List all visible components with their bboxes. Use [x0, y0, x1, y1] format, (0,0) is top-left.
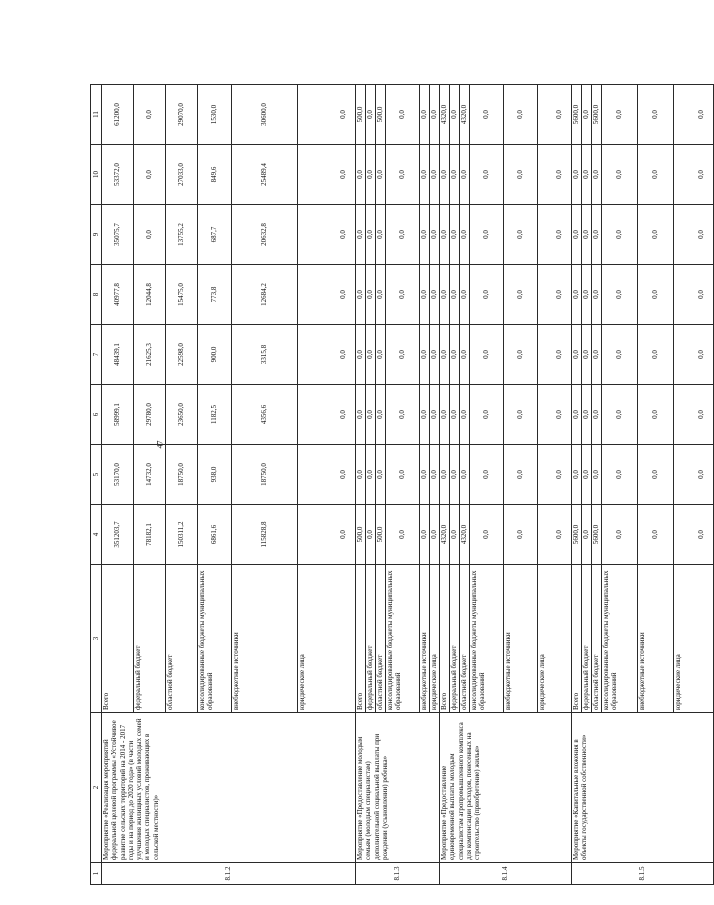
funding-source: внебюджетные источники [638, 565, 674, 713]
header-cell: 10 [91, 145, 102, 205]
value-cell: 0,0 [504, 205, 538, 265]
value-cell: 0,0 [430, 325, 440, 385]
value-cell: 0,0 [460, 325, 470, 385]
header-cell: 3 [91, 565, 102, 713]
budget-table [90, 84, 714, 885]
value-cell: 0,0 [420, 445, 430, 505]
section-code: 8.1.3 [356, 863, 440, 885]
value-cell: 0,0 [430, 145, 440, 205]
value-cell: 0,0 [460, 205, 470, 265]
funding-source: федеральный бюджет [366, 565, 376, 713]
value-cell: 0,0 [420, 505, 430, 565]
value-cell: 0,0 [538, 385, 572, 445]
value-cell: 0,0 [430, 265, 440, 325]
value-cell: 0,0 [376, 445, 386, 505]
funding-source: Всего [572, 565, 582, 713]
funding-source: внебюджетные источники [504, 565, 538, 713]
value-cell: 5600,0 [592, 85, 602, 145]
value-cell: 0,0 [440, 145, 450, 205]
funding-source: областной бюджет [460, 565, 470, 713]
funding-source: консолидированные бюджеты муниципальных образований [386, 565, 420, 713]
value-cell: 0,0 [356, 205, 366, 265]
value-cell: 4320,0 [440, 85, 450, 145]
value-cell: 22598,0 [166, 325, 198, 385]
table-body [91, 85, 714, 885]
value-cell: 29070,0 [166, 85, 198, 145]
header-cell: 6 [91, 385, 102, 445]
value-cell: 21625,3 [134, 325, 166, 385]
value-cell: 0,0 [638, 445, 674, 505]
value-cell: 0,0 [450, 85, 460, 145]
value-cell: 0,0 [420, 205, 430, 265]
value-cell: 0,0 [602, 325, 638, 385]
value-cell: 0,0 [376, 385, 386, 445]
value-cell: 0,0 [470, 325, 504, 385]
value-cell: 0,0 [538, 325, 572, 385]
funding-source: внебюджетные источники [232, 565, 298, 713]
value-cell: 0,0 [386, 85, 420, 145]
value-cell: 0,0 [450, 265, 460, 325]
value-cell: 1530,0 [198, 85, 232, 145]
funding-source: консолидированные бюджеты муниципальных образований [602, 565, 638, 713]
table-row [102, 85, 134, 885]
value-cell: 0,0 [538, 85, 572, 145]
value-cell: 0,0 [298, 325, 356, 385]
header-cell: 4 [91, 505, 102, 565]
value-cell: 0,0 [538, 145, 572, 205]
funding-source: юридические лица [538, 565, 572, 713]
value-cell: 0,0 [592, 325, 602, 385]
value-cell: 18750,0 [232, 445, 298, 505]
value-cell: 0,0 [134, 145, 166, 205]
value-cell: 6861,6 [198, 505, 232, 565]
value-cell: 0,0 [572, 265, 582, 325]
value-cell: 0,0 [366, 505, 376, 565]
section-code: 8.1.2 [102, 863, 356, 885]
value-cell: 0,0 [674, 445, 714, 505]
value-cell: 29780,0 [134, 385, 166, 445]
value-cell: 0,0 [376, 145, 386, 205]
section-name: Мероприятие «Предоставление молодым семьям (молодым специалистам) дополнительной социальной выплаты при рождении (усыновлении) ребенка» [356, 713, 440, 863]
table-row [440, 85, 450, 885]
funding-source: федеральный бюджет [582, 565, 592, 713]
funding-source: юридические лица [298, 565, 356, 713]
value-cell: 0,0 [592, 145, 602, 205]
funding-source: областной бюджет [592, 565, 602, 713]
value-cell: 0,0 [356, 385, 366, 445]
value-cell: 0,0 [386, 145, 420, 205]
value-cell: 0,0 [582, 385, 592, 445]
value-cell: 0,0 [470, 145, 504, 205]
value-cell: 0,0 [298, 145, 356, 205]
value-cell: 0,0 [134, 85, 166, 145]
value-cell: 0,0 [638, 85, 674, 145]
value-cell: 0,0 [440, 385, 450, 445]
value-cell: 13755,2 [166, 205, 198, 265]
value-cell: 0,0 [420, 325, 430, 385]
value-cell: 0,0 [504, 145, 538, 205]
funding-source: Всего [356, 565, 366, 713]
value-cell: 0,0 [430, 205, 440, 265]
value-cell: 500,0 [376, 505, 386, 565]
value-cell: 18750,0 [166, 445, 198, 505]
value-cell: 0,0 [602, 145, 638, 205]
value-cell: 0,0 [638, 145, 674, 205]
value-cell: 0,0 [638, 385, 674, 445]
value-cell: 0,0 [440, 205, 450, 265]
section-code: 8.1.5 [572, 863, 714, 885]
value-cell: 0,0 [592, 385, 602, 445]
header-cell: 5 [91, 445, 102, 505]
value-cell: 0,0 [460, 265, 470, 325]
table-row [356, 85, 366, 885]
value-cell: 30600,0 [232, 85, 298, 145]
value-cell: 0,0 [674, 385, 714, 445]
value-cell: 0,0 [582, 265, 592, 325]
value-cell: 0,0 [602, 385, 638, 445]
value-cell: 0,0 [602, 445, 638, 505]
funding-source: федеральный бюджет [450, 565, 460, 713]
value-cell: 4320,0 [460, 505, 470, 565]
value-cell: 0,0 [430, 445, 440, 505]
value-cell: 0,0 [572, 325, 582, 385]
header-cell: 7 [91, 325, 102, 385]
value-cell: 0,0 [386, 505, 420, 565]
value-cell: 53170,0 [102, 445, 134, 505]
value-cell: 0,0 [602, 265, 638, 325]
value-cell: 0,0 [572, 205, 582, 265]
value-cell: 0,0 [538, 505, 572, 565]
value-cell: 0,0 [450, 505, 460, 565]
value-cell: 0,0 [470, 85, 504, 145]
value-cell: 0,0 [430, 505, 440, 565]
value-cell: 0,0 [440, 325, 450, 385]
value-cell: 0,0 [450, 385, 460, 445]
value-cell: 0,0 [592, 445, 602, 505]
header-row [91, 85, 102, 885]
value-cell: 0,0 [504, 85, 538, 145]
value-cell: 1182,5 [198, 385, 232, 445]
value-cell: 0,0 [356, 325, 366, 385]
value-cell: 0,0 [674, 265, 714, 325]
header-cell: 2 [91, 713, 102, 863]
value-cell: 687,7 [198, 205, 232, 265]
value-cell: 4320,0 [440, 505, 450, 565]
value-cell: 5600,0 [572, 505, 582, 565]
value-cell: 0,0 [460, 145, 470, 205]
value-cell: 0,0 [470, 265, 504, 325]
funding-source: юридические лица [430, 565, 440, 713]
value-cell: 849,6 [198, 145, 232, 205]
value-cell: 773,8 [198, 265, 232, 325]
page-number: 47 [155, 440, 165, 449]
value-cell: 0,0 [450, 445, 460, 505]
value-cell: 0,0 [538, 445, 572, 505]
table-row [572, 85, 582, 885]
value-cell: 0,0 [638, 265, 674, 325]
value-cell: 0,0 [470, 505, 504, 565]
value-cell: 0,0 [430, 385, 440, 445]
value-cell: 0,0 [366, 325, 376, 385]
value-cell: 0,0 [582, 205, 592, 265]
value-cell: 3315,8 [232, 325, 298, 385]
value-cell: 0,0 [538, 265, 572, 325]
header-cell: 11 [91, 85, 102, 145]
value-cell: 0,0 [582, 85, 592, 145]
value-cell: 4356,6 [232, 385, 298, 445]
value-cell: 12684,2 [232, 265, 298, 325]
value-cell: 0,0 [430, 85, 440, 145]
value-cell: 0,0 [460, 445, 470, 505]
value-cell: 0,0 [366, 265, 376, 325]
value-cell: 0,0 [298, 205, 356, 265]
value-cell: 0,0 [504, 445, 538, 505]
value-cell: 0,0 [366, 205, 376, 265]
value-cell: 5600,0 [572, 85, 582, 145]
value-cell: 0,0 [298, 385, 356, 445]
value-cell: 0,0 [504, 325, 538, 385]
value-cell: 0,0 [638, 325, 674, 385]
value-cell: 0,0 [470, 445, 504, 505]
value-cell: 0,0 [674, 205, 714, 265]
value-cell: 58999,1 [102, 385, 134, 445]
value-cell: 351203,7 [102, 505, 134, 565]
value-cell: 0,0 [460, 385, 470, 445]
funding-source: консолидированные бюджеты муниципальных образований [470, 565, 504, 713]
value-cell: 0,0 [298, 505, 356, 565]
value-cell: 0,0 [450, 205, 460, 265]
value-cell: 0,0 [582, 145, 592, 205]
value-cell: 12044,8 [134, 265, 166, 325]
value-cell: 0,0 [376, 265, 386, 325]
value-cell: 0,0 [420, 85, 430, 145]
section-code: 8.1.4 [440, 863, 572, 885]
value-cell: 35075,7 [102, 205, 134, 265]
value-cell: 0,0 [298, 85, 356, 145]
value-cell: 0,0 [582, 325, 592, 385]
value-cell: 0,0 [440, 265, 450, 325]
value-cell: 0,0 [602, 85, 638, 145]
value-cell: 900,0 [198, 325, 232, 385]
value-cell: 0,0 [386, 205, 420, 265]
value-cell: 0,0 [366, 385, 376, 445]
value-cell: 0,0 [420, 265, 430, 325]
value-cell: 0,0 [592, 205, 602, 265]
funding-source: консолидированные бюджеты муниципальных образований [198, 565, 232, 713]
value-cell: 0,0 [386, 265, 420, 325]
value-cell: 0,0 [376, 205, 386, 265]
value-cell: 0,0 [298, 265, 356, 325]
value-cell: 0,0 [356, 445, 366, 505]
value-cell: 0,0 [592, 265, 602, 325]
value-cell: 53372,0 [102, 145, 134, 205]
value-cell: 0,0 [674, 85, 714, 145]
value-cell: 61200,0 [102, 85, 134, 145]
value-cell: 0,0 [366, 445, 376, 505]
header-cell: 1 [91, 863, 102, 885]
funding-source: федеральный бюджет [134, 565, 166, 713]
value-cell: 0,0 [420, 385, 430, 445]
value-cell: 15475,0 [166, 265, 198, 325]
section-name: Мероприятие «Капитальные вложения в объекты государственной собственности» [572, 713, 714, 863]
value-cell: 27033,0 [166, 145, 198, 205]
value-cell: 0,0 [440, 445, 450, 505]
value-cell: 0,0 [582, 445, 592, 505]
value-cell: 20632,8 [232, 205, 298, 265]
value-cell: 150311,2 [166, 505, 198, 565]
value-cell: 0,0 [572, 445, 582, 505]
value-cell: 0,0 [366, 85, 376, 145]
value-cell: 0,0 [602, 505, 638, 565]
value-cell: 0,0 [674, 145, 714, 205]
value-cell: 0,0 [504, 265, 538, 325]
value-cell: 0,0 [638, 505, 674, 565]
value-cell: 0,0 [470, 205, 504, 265]
section-name: Мероприятие «Реализация мероприятий федеральной целевой программы «Устойчивое развитие сельских территорий на 2014 - 2017 годы и на период до 2020 года» (в части улучшения жилищных условий молодых семей и молодых специалистов, проживающих в сельской местности)» [102, 713, 356, 863]
value-cell: 0,0 [538, 205, 572, 265]
value-cell: 23650,0 [166, 385, 198, 445]
value-cell: 5600,0 [592, 505, 602, 565]
value-cell: 0,0 [572, 385, 582, 445]
value-cell: 40977,8 [102, 265, 134, 325]
value-cell: 500,0 [376, 85, 386, 145]
value-cell: 0,0 [674, 325, 714, 385]
header-cell: 8 [91, 265, 102, 325]
rotated-page [90, 85, 705, 885]
value-cell: 48439,1 [102, 325, 134, 385]
value-cell: 0,0 [504, 505, 538, 565]
value-cell: 0,0 [572, 145, 582, 205]
value-cell: 938,0 [198, 445, 232, 505]
value-cell: 0,0 [298, 445, 356, 505]
value-cell: 0,0 [386, 325, 420, 385]
value-cell: 0,0 [356, 145, 366, 205]
value-cell: 0,0 [420, 145, 430, 205]
value-cell: 0,0 [356, 265, 366, 325]
value-cell: 0,0 [376, 325, 386, 385]
funding-source: внебюджетные источники [420, 565, 430, 713]
value-cell: 0,0 [602, 205, 638, 265]
value-cell: 78182,1 [134, 505, 166, 565]
section-name: Мероприятие «Предоставление единовременной выплаты молодым специалистам агропромышленного комплекса для компенсации расходов, понесенных на строительство (приобретение) жилья» [440, 713, 572, 863]
funding-source: областной бюджет [376, 565, 386, 713]
value-cell: 0,0 [134, 205, 166, 265]
funding-source: Всего [440, 565, 450, 713]
value-cell: 0,0 [674, 505, 714, 565]
funding-source: Всего [102, 565, 134, 713]
value-cell: 14732,0 [134, 445, 166, 505]
funding-source: юридические лица [674, 565, 714, 713]
value-cell: 0,0 [366, 145, 376, 205]
header-cell: 9 [91, 205, 102, 265]
value-cell: 0,0 [582, 505, 592, 565]
value-cell: 500,0 [356, 85, 366, 145]
value-cell: 0,0 [504, 385, 538, 445]
funding-source: областной бюджет [166, 565, 198, 713]
value-cell: 0,0 [470, 385, 504, 445]
value-cell: 500,0 [356, 505, 366, 565]
value-cell: 0,0 [386, 445, 420, 505]
value-cell: 0,0 [450, 325, 460, 385]
value-cell: 115828,8 [232, 505, 298, 565]
value-cell: 0,0 [386, 385, 420, 445]
value-cell: 25489,4 [232, 145, 298, 205]
value-cell: 4320,0 [460, 85, 470, 145]
value-cell: 0,0 [450, 145, 460, 205]
value-cell: 0,0 [638, 205, 674, 265]
